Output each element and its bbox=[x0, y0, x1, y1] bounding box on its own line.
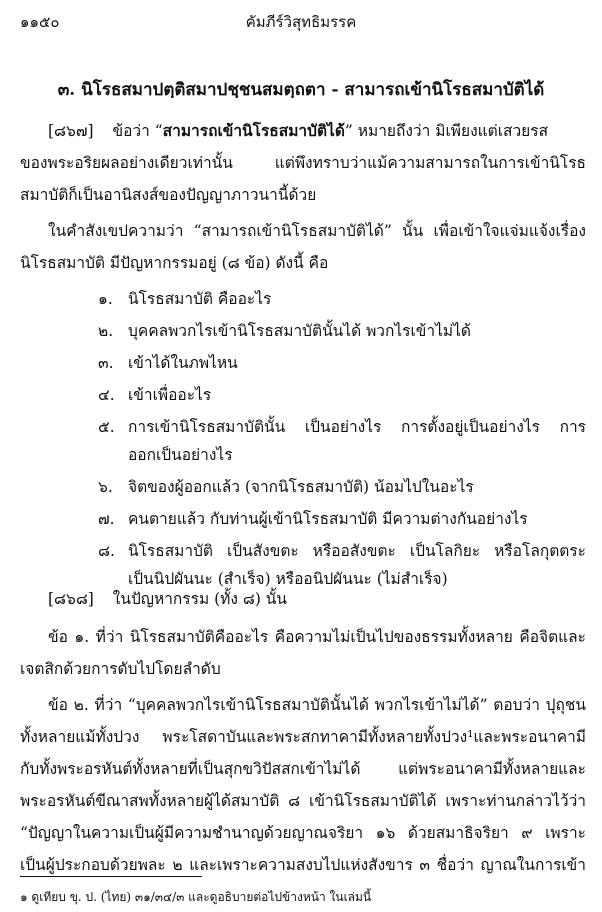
answer-2-line-5: “ปัญญาในความเป็นผู้มีความชำนาญด้วยญาณจริยา ๑๖ ด้วยสมาธิจริยา ๙ เพราะ bbox=[20, 824, 586, 842]
section-title: ๓. นิโรธสมาปตฺติสมาปชฺชนสมตฺถตา - สามารถเข้านิโรธสมาบัติได้ bbox=[57, 80, 545, 100]
paragraph-867-line-2: ของพระอริยผลอย่างเดียวเท่านั้น แต่พึงทราบว่าแม้ความสามารถในการเข้านิโรธ bbox=[20, 154, 586, 172]
paragraph-868: [๘๖๘] ในปัญหากรรม (ทั้ง ๘) นั้น bbox=[48, 590, 287, 608]
list-item-text: นิโรธสมาบัติ เป็นสังขตะ หรืออสังขตะ เป็นโลกิยะ หรือโลกุตตระ bbox=[128, 542, 586, 560]
intro-line-2: นิโรธสมาบัติ มีปัญหากรรมอยู่ (๘ ข้อ) ดังนี้ คือ bbox=[20, 254, 329, 272]
answer-2-line-1: ข้อ ๒. ที่ว่า “บุคคลพวกไรเข้านิโรธสมาบัตินั้นได้ พวกไรเข้าไม่ได้” ตอบว่า ปุถุชน bbox=[48, 696, 586, 714]
list-item-text: เข้าเพื่ออะไร bbox=[128, 386, 212, 404]
list-item-text: ออกเป็นอย่างไร bbox=[128, 446, 233, 464]
answer-1-line-1: ข้อ ๑. ที่ว่า นิโรธสมาบัติคืออะไร คือความไม่เป็นไปของธรรมทั้งหลาย คือจิตและ bbox=[48, 628, 586, 646]
emphasis: สามารถเข้านิโรธสมาบัติได้ bbox=[162, 121, 345, 140]
paragraph-867-line-1: [๘๖๗] ข้อว่า “สามารถเข้านิโรธสมาบัติได้” หมายถึงว่า มิเพียงแต่เสวยรส bbox=[48, 121, 549, 140]
paragraph-ref: [๘๖๘] bbox=[48, 590, 94, 608]
list-item-text: เข้าได้ในภพไหน bbox=[128, 354, 238, 372]
list-item-number: ๖. bbox=[98, 478, 113, 496]
paragraph-ref: [๘๖๗] bbox=[48, 122, 94, 140]
intro-line-1: ในคำสังเขปความว่า “สามารถเข้านิโรธสมาบัติได้” นั้น เพื่อเข้าใจแจ่มแจ้งเรื่อง bbox=[48, 222, 586, 240]
list-item-text: เป็นนิปผันนะ (สำเร็จ) หรืออนิปผันนะ (ไม่สำเร็จ) bbox=[128, 570, 448, 588]
footnote: ๑ ดูเทียบ ขุ. ป. (ไทย) ๓๑/๓๔/๓ และดูอธิบายต่อไปข้างหน้า ในเล่มนี้ bbox=[20, 890, 372, 904]
page-number: ๑๑๕๐ bbox=[20, 13, 60, 31]
list-item-number: ๒. bbox=[98, 322, 114, 340]
list-item-number: ๘. bbox=[98, 542, 115, 560]
answer-2-line-3: กับทั้งพระอรหันต์ทั้งหลายที่เป็นสุกขวิปัสสกเข้าไม่ได้ แต่พระอนาคามีทั้งหลายและ bbox=[20, 760, 586, 778]
answer-2-line-6: เป็นผู้ประกอบด้วยพละ ๒ และเพราะความสงบไปแห่งสังขาร ๓ ชื่อว่า ญาณในการเข้า bbox=[20, 856, 586, 874]
list-item-text: คนตายแล้ว กับท่านผู้เข้านิโรธสมาบัติ มีความต่างกันอย่างไร bbox=[128, 510, 528, 528]
list-item-number: ๔. bbox=[98, 386, 115, 404]
answer-2-line-4: พระอรหันต์ขีณาสพทั้งหลายผู้ได้สมาบัติ ๘ เข้านิโรธสมาบัติได้ เพราะท่านกล่าวไว้ว่า bbox=[20, 792, 586, 810]
list-item-number: ๑. bbox=[98, 290, 113, 308]
footnote-rule bbox=[20, 876, 202, 877]
list-item-text: นิโรธสมาบัติ คืออะไร bbox=[128, 290, 272, 308]
answer-1-line-2: เจตสิกด้วยการดับไปโดยลำดับ bbox=[20, 660, 221, 678]
list-item-number: ๓. bbox=[98, 354, 114, 372]
list-item-number: ๕. bbox=[98, 418, 115, 436]
answer-2-line-2: ทั้งหลายแม้ทั้งปวง พระโสดาบันและพระสกทาคามีทั้งหลายทั้งปวง¹และพระอนาคามี bbox=[20, 728, 586, 746]
running-header: คัมภีร์วิสุทธิมรรค bbox=[245, 13, 357, 31]
list-item-number: ๗. bbox=[98, 510, 115, 528]
list-item-text: บุคคลพวกไรเข้านิโรธสมาบัตินั้นได้ พวกไรเข้าไม่ได้ bbox=[128, 322, 471, 340]
list-item-text: การเข้านิโรธสมาบัตินั้น เป็นอย่างไร การตั้งอยู่เป็นอย่างไร การ bbox=[128, 418, 586, 436]
paragraph-867-line-3: สมาบัติก็เป็นอานิสงส์ของปัญญาภาวนานี้ด้วย bbox=[20, 186, 317, 204]
list-item-text: จิตของผู้ออกแล้ว (จากนิโรธสมาบัติ) น้อมไปในอะไร bbox=[128, 478, 474, 496]
